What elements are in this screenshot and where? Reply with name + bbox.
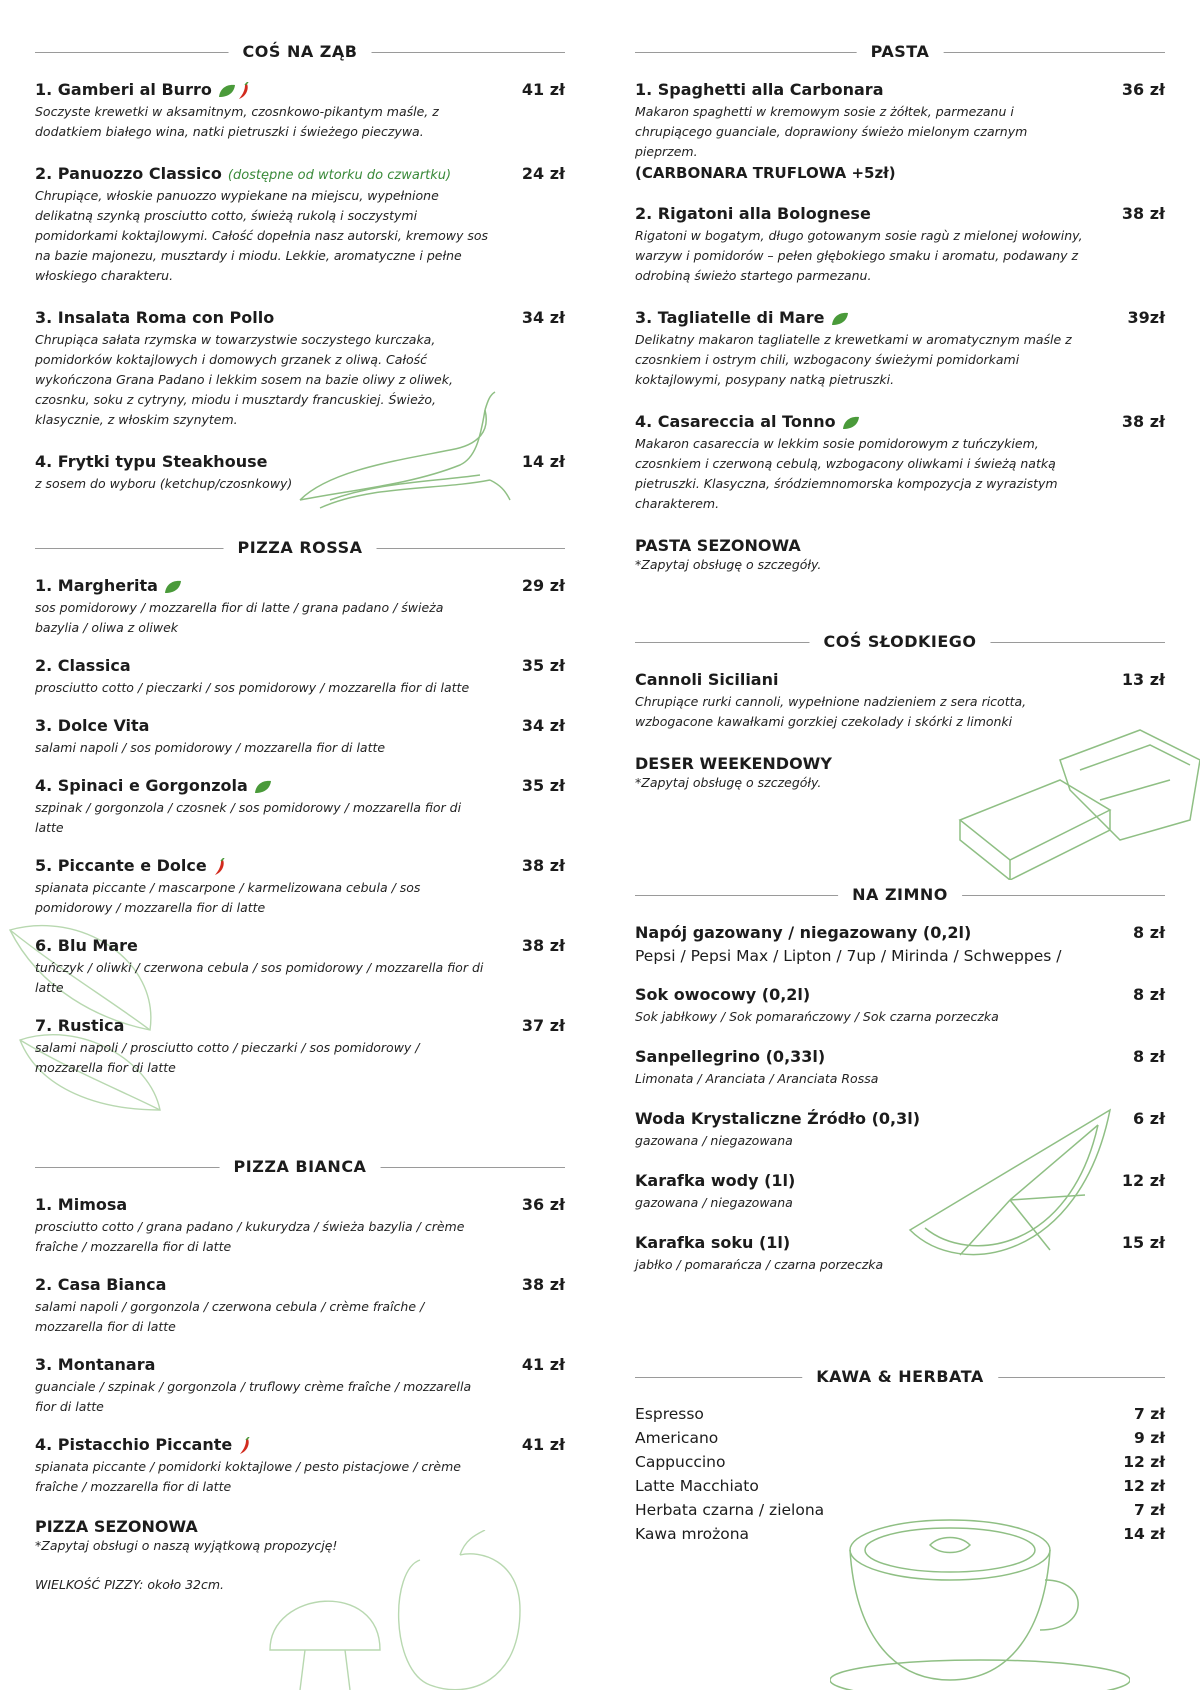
menu-item [35,308,565,430]
item-price: 12 zł [1123,1477,1165,1495]
item-name: Karafka soku (1l) [635,1233,791,1252]
item-description: Delikatny makaron tagliatelle z krewetkami w aromatycznym maśle z czosnkiem i ostrym chili, wzbogacony świeżymi pomidorkami koktajlowymi, posypany natką pietruszki. [635,332,1072,387]
item-price: 35 zł [521,776,565,795]
menu-item [635,1233,1165,1275]
item-name: Napój gazowany / niegazowany (0,2l) [635,923,972,942]
item-description: Makaron spaghetti w kremowym sosie z żółtek, parmezanu i chrupiącego guanciale, doprawiony świeżo mielonym czarnym pieprzem. [635,104,1028,159]
section-pasta [635,42,1165,572]
item-description: prosciutto cotto / grana padano / kukurydza / świeża bazylia / crème fraîche / mozzarella fior di latte [35,1219,465,1254]
pizza-seasonal-note: *Zapytaj obsługi o naszą wyjątkową propozycję! [35,1538,338,1553]
menu-item [635,1501,1165,1525]
item-price: 36 zł [521,1195,565,1214]
menu-item [35,576,565,638]
item-description: z sosem do wyboru (ketchup/czosnkowy) [35,476,293,491]
menu-item [35,1275,565,1337]
menu-item [635,1453,1165,1477]
item-description: sos pomidorowy / mozzarella fior di latte / grana padano / świeża bazylia / oliwa z oliwek [35,600,444,635]
item-price: 7 zł [1134,1405,1165,1423]
chili-icon [238,1437,252,1455]
menu-item [635,670,1165,732]
item-name: 3. Dolce Vita [35,716,150,735]
pasta-seasonal-title: PASTA SEZONOWA [635,536,801,555]
pizza-seasonal-block [35,1517,565,1592]
section-title: KAWA & HERBATA [802,1367,998,1386]
section-title: PASTA [857,42,944,61]
section-header [635,885,1165,905]
item-description: salami napoli / sos pomidorowy / mozzarella fior di latte [35,740,386,755]
item-price: 7 zł [1134,1501,1165,1519]
item-name: 2. Classica [35,656,131,675]
menu-item [35,1355,565,1417]
item-price: 38 zł [521,856,565,875]
item-price: 14 zł [521,452,565,471]
item-description: Pepsi / Pepsi Max / Lipton / 7up / Mirinda / Schweppes / [635,947,1062,965]
item-price: 34 zł [521,308,565,327]
menu-item [635,308,1165,390]
item-name: 1. Margherita [35,576,158,595]
item-name: Herbata czarna / zielona [635,1501,825,1519]
item-description: jabłko / pomarańcza / czarna porzeczka [635,1257,884,1272]
item-description: prosciutto cotto / pieczarki / sos pomidorowy / mozzarella fior di latte [35,680,470,695]
section-header [35,1157,565,1177]
section-pizza-bianca [35,1157,565,1592]
item-name: Latte Macchiato [635,1477,759,1495]
item-name: 4. Frytki typu Steakhouse [35,452,268,471]
chili-icon [213,858,227,876]
item-name: 3. Tagliatelle di Mare [635,308,825,327]
item-name: 5. Piccante e Dolce [35,856,207,875]
item-name: 1. Spaghetti alla Carbonara [635,80,884,99]
item-description: gazowana / niegazowana [635,1133,793,1148]
leaf-icon [218,84,236,98]
item-price: 8 zł [1133,923,1165,942]
item-description: Limonata / Aranciata / Aranciata Rossa [635,1071,879,1086]
menu-item [35,1435,565,1497]
menu-item [635,1171,1165,1213]
menu-item [35,716,565,758]
menu-item [635,80,1165,182]
item-price: 41 zł [521,1435,565,1454]
item-description: Makaron casareccia w lekkim sosie pomidorowym z tuńczykiem, czosnkiem i czerwoną cebulą, wzbogacony oliwkami i świeżą natką pietruszki. Klasyczna, śródziemnomorska kompozycja z wyrazistym charakterem. [635,436,1058,511]
item-name: Cappuccino [635,1453,726,1471]
item-price: 29 zł [521,576,565,595]
item-name: 7. Rustica [35,1016,125,1035]
item-name: 1. Mimosa [35,1195,128,1214]
dessert-weekend-title: DESER WEEKENDOWY [635,754,832,773]
item-name: 4. Casareccia al Tonno [635,412,836,431]
leaf-icon [842,416,860,430]
item-price: 15 zł [1121,1233,1165,1252]
item-name: Sanpellegrino (0,33l) [635,1047,826,1066]
item-price: 14 zł [1123,1525,1165,1543]
item-price: 41 zł [521,1355,565,1374]
menu-item [635,204,1165,286]
pizza-seasonal-title: PIZZA SEZONOWA [35,1517,198,1536]
section-header [635,1367,1165,1387]
item-description: Rigatoni w bogatym, długo gotowanym sosie ragù z mielonej wołowiny, warzyw i pomidorów – pełen głębokiego smaku i aromatu, podawany z odrobiną świeżo startego parmezanu. [635,228,1083,283]
item-description: salami napoli / prosciutto cotto / pieczarki / sos pomidorowy / mozzarella fior di latte [35,1040,420,1075]
menu-item [35,164,565,286]
item-price: 12 zł [1121,1171,1165,1190]
item-name: Sok owocowy (0,2l) [635,985,811,1004]
section-pizza-rossa [35,538,565,1096]
section-cos-na-zab [35,42,565,516]
item-description: spianata piccante / mascarpone / karmelizowana cebula / sos pomidorowy / mozzarella fior di latte [35,880,421,915]
item-price: 6 zł [1133,1109,1165,1128]
menu-item [35,776,565,838]
section-title: PIZZA ROSSA [224,538,377,557]
item-price: 12 zł [1123,1453,1165,1471]
availability-note: (dostępne od wtorku do czwartku) [227,168,452,183]
item-name: 4. Pistacchio Piccante [35,1435,233,1454]
item-name: 1. Gamberi al Burro [35,80,212,99]
item-description: szpinak / gorgonzola / czosnek / sos pomidorowy / mozzarella fior di latte [35,800,462,835]
leaf-icon [164,580,182,594]
item-name: 2. Rigatoni alla Bolognese [635,204,871,223]
menu-item [35,452,565,494]
item-extra-option: (CARBONARA TRUFLOWA +5zł) [635,164,896,182]
leaf-icon [254,780,272,794]
item-price: 37 zł [521,1016,565,1035]
item-description: Sok jabłkowy / Sok pomarańczowy / Sok czarna porzeczka [635,1009,999,1024]
item-price: 41 zł [521,80,565,99]
menu-item [35,936,565,998]
item-description: gazowana / niegazowana [635,1195,793,1210]
section-kawa-herbata [635,1367,1165,1549]
item-name: Karafka wody (1l) [635,1171,796,1190]
dessert-weekend-note: *Zapytaj obsługę o szczegóły. [635,775,822,790]
section-header [35,538,565,558]
menu-item [35,656,565,698]
item-price: 38 zł [1121,204,1165,223]
section-na-zimno [635,885,1165,1295]
item-description: Chrupiące, włoskie panuozzo wypiekane na miejscu, wypełnione delikatną szynką prosciutto cotto, świeżą rukolą i soczystymi pomidorkami koktajlowymi. Całość dopełnia nasz autorski, kremowy sos na bazie majonezu, musztardy i miodu. Lekkie, aromatyczne i pełne włoskiego charakteru. [35,188,489,283]
menu-item [35,856,565,918]
item-name: Cannoli Siciliani [635,670,779,689]
item-description: salami napoli / gorgonzola / czerwona cebula / crème fraîche / mozzarella fior di latte [35,1299,425,1334]
section-header [635,42,1165,62]
item-description: tuńczyk / oliwki / czerwona cebula / sos pomidorowy / mozzarella fior di latte [35,960,484,995]
item-price: 13 zł [1121,670,1165,689]
menu-item [635,412,1165,514]
item-name: Woda Krystaliczne Źródło (0,3l) [635,1109,921,1128]
item-description: Chrupiące rurki cannoli, wypełnione nadzieniem z sera ricotta, wzbogacone kawałkami gorzkiej czekolady i skórki z limonki [635,694,1027,729]
section-title: NA ZIMNO [838,885,962,904]
item-price: 39zł [1127,308,1165,327]
item-description: guanciale / szpinak / gorgonzola / truflowy crème fraîche / mozzarella fior di latte [35,1379,472,1414]
menu-item [635,1477,1165,1501]
pasta-seasonal-note: *Zapytaj obsługę o szczegóły. [635,557,822,572]
menu-item [635,1109,1165,1151]
section-title: PIZZA BIANCA [220,1157,381,1176]
pasta-seasonal-block [635,536,1165,572]
item-name: 6. Blu Mare [35,936,138,955]
item-name: 3. Insalata Roma con Pollo [35,308,275,327]
item-price: 35 zł [521,656,565,675]
item-description: spianata piccante / pomidorki koktajlowe / pesto pistacjowe / crème fraîche / mozzarella fior di latte [35,1459,461,1494]
item-name: Kawa mrożona [635,1525,750,1543]
item-description: Soczyste krewetki w aksamitnym, czosnkowo-pikantym maśle, z dodatkiem białego wina, natki pietruszki i świeżego pieczywa. [35,104,439,139]
dessert-weekend-block [635,754,1165,790]
item-price: 38 zł [521,1275,565,1294]
menu-item [635,1047,1165,1089]
item-price: 34 zł [521,716,565,735]
menu-item [635,985,1165,1027]
item-price: 8 zł [1133,985,1165,1004]
section-header [635,632,1165,652]
section-title: COŚ SŁODKIEGO [809,632,990,651]
menu-item [35,80,565,142]
menu-item [635,923,1165,965]
item-price: 38 zł [1121,412,1165,431]
pizza-size-note: WIELKOŚĆ PIZZY: około 32cm. [35,1577,225,1592]
menu-item [635,1525,1165,1549]
section-header [35,42,565,62]
item-price: 38 zł [521,936,565,955]
section-cos-slodkiego [635,632,1165,790]
item-price: 36 zł [1121,80,1165,99]
menu-item [635,1429,1165,1453]
section-title: COŚ NA ZĄB [229,42,372,61]
menu-item [35,1195,565,1257]
item-name: 2. Casa Bianca [35,1275,167,1294]
item-description: Chrupiąca sałata rzymska w towarzystwie soczystego kurczaka, pomidorków koktajlowych i domowych grzanek z oliwą. Całość wykończona Grana Padano i lekkim sosem na bazie oliwy z oliwek, czosnku, soku z cytryny, miodu i musztardy francuskiej. Świeżo, klasycznie, z włoskim szynytem. [35,332,453,427]
item-name: Americano [635,1429,719,1447]
item-price: 9 zł [1134,1429,1165,1447]
leaf-icon [831,312,849,326]
item-name: 3. Montanara [35,1355,156,1374]
item-name: 2. Panuozzo Classico [35,164,222,183]
item-price: 24 zł [521,164,565,183]
menu-item [635,1405,1165,1429]
item-price: 8 zł [1133,1047,1165,1066]
item-name: 4. Spinaci e Gorgonzola [35,776,248,795]
menu-item [35,1016,565,1078]
chili-icon [237,82,251,100]
item-name: Espresso [635,1405,704,1423]
